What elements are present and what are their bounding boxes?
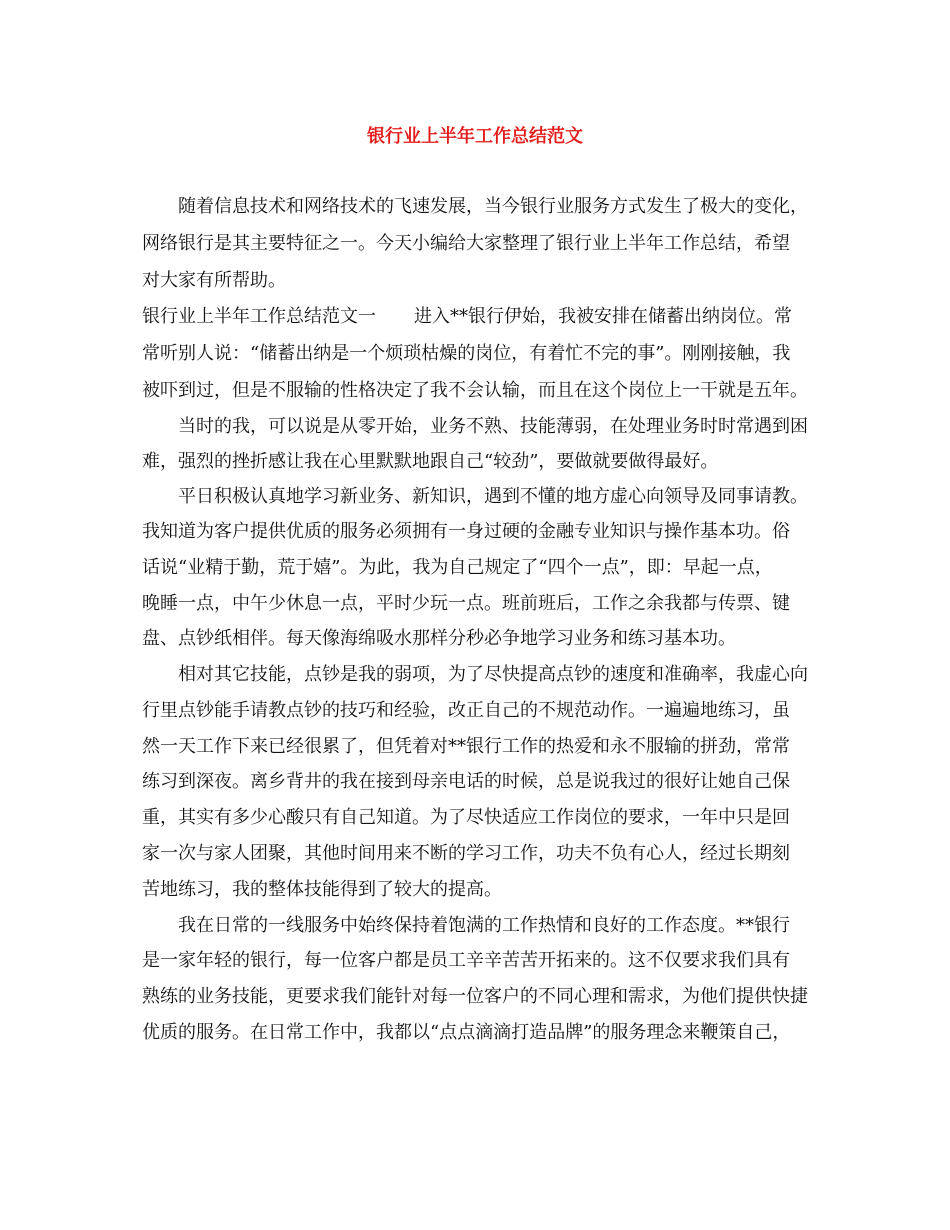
paragraph-line: 话说“业精于勤，荒于嬉”。为此，我为自己规定了“四个一点”，即：早起一点， <box>142 557 773 578</box>
paragraph-line: 我知道为客户提供优质的服务必须拥有一身过硬的金融专业知识与操作基本功。俗 <box>142 521 790 542</box>
paragraph-line: 相对其它技能，点钞是我的弱项，为了尽快提高点钞的速度和准确率，我虚心向 <box>178 664 808 685</box>
paragraph-line: 练习到深夜。离乡背井的我在接到母亲电话的时候，总是说我过的很好让她自己保 <box>142 771 790 792</box>
paragraph-line: 苦地练习，我的整体技能得到了较大的提高。 <box>142 879 502 900</box>
paragraph-line: 难，强烈的挫折感让我在心里默默地跟自己“较劲”，要做就要做得最好。 <box>142 451 719 472</box>
section-heading-line <box>142 302 792 332</box>
paragraph-line: 被吓到过，但是不服输的性格决定了我不会认输，而且在这个岗位上一干就是五年。 <box>142 380 808 401</box>
paragraph-line: 常听别人说：“储蓄出纳是一个烦琐枯燥的岗位，有着忙不完的事”。刚刚接触，我 <box>142 343 791 364</box>
paragraph-line: 行里点钞能手请教点钞的技巧和经验，改正自己的不规范动作。一遍遍地练习，虽 <box>142 700 790 721</box>
paragraph-line: 是一家年轻的银行，每一位客户都是员工辛辛苦苦开拓来的。这不仅要求我们具有 <box>142 950 790 971</box>
paragraph-line: 当时的我，可以说是从零开始，业务不熟、技能薄弱，在处理业务时时常遇到困 <box>178 416 808 437</box>
paragraph-line: 优质的服务。在日常工作中，我都以“点点滴滴打造品牌”的服务理念来鞭策自己， <box>142 1022 791 1043</box>
paragraph-line: 对大家有所帮助。 <box>142 270 286 291</box>
paragraph-line: 重，其实有多少心酸只有自己知道。为了尽快适应工作岗位的要求，一年中只是回 <box>142 807 790 828</box>
paragraph-line: 平日积极认真地学习新业务、新知识，遇到不懂的地方虚心向领导及同事请教。 <box>178 486 808 507</box>
paragraph-line: 盘、点钞纸相伴。每天像海绵吸水那样分秒必争地学习业务和练习基本功。 <box>142 628 736 649</box>
section-heading: 银行业上半年工作总结范文一 <box>142 306 376 327</box>
document-title: 银行业上半年工作总结范文 <box>367 126 583 147</box>
paragraph-line: 随着信息技术和网络技术的飞速发展，当今银行业服务方式发生了极大的变化， <box>178 196 808 217</box>
paragraph-line: 我在日常的一线服务中始终保持着饱满的工作热情和良好的工作态度。**银行 <box>178 915 790 936</box>
paragraph-line: 网络银行是其主要特征之一。今天小编给大家整理了银行业上半年工作总结，希望 <box>142 233 790 254</box>
paragraph-text: 进入**银行伊始，我被安排在储蓄出纳岗位。常 <box>414 306 792 327</box>
paragraph-line: 熟练的业务技能，更要求我们能针对每一位客户的不同心理和需求，为他们提供快捷 <box>142 986 808 1007</box>
paragraph-line: 家一次与家人团聚，其他时间用来不断的学习工作，功夫不负有心人，经过长期刻 <box>142 843 790 864</box>
paragraph-line: 晚睡一点，中午少休息一点，平时少玩一点。班前班后，工作之余我都与传票、键 <box>142 593 790 614</box>
paragraph-line: 然一天工作下来已经很累了，但凭着对**银行工作的热爱和永不服输的拼劲，常常 <box>142 736 790 757</box>
